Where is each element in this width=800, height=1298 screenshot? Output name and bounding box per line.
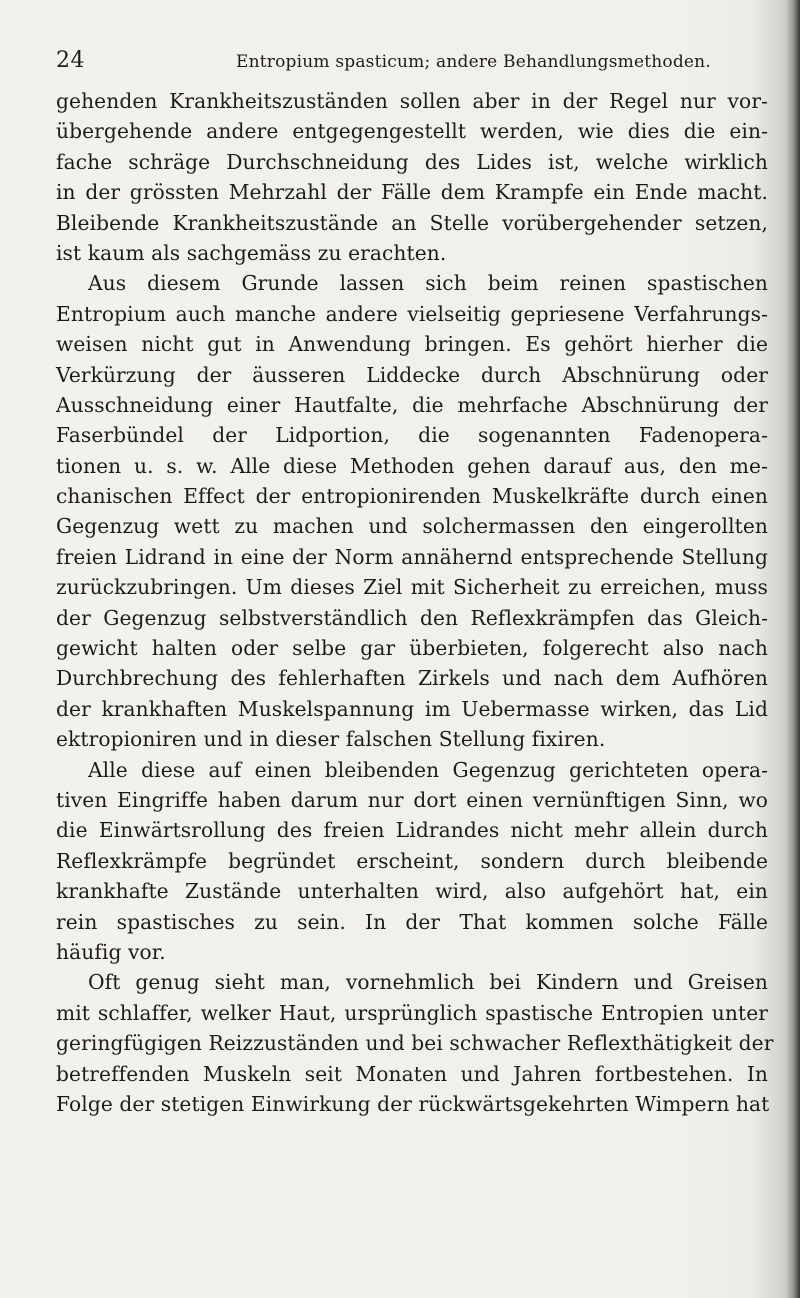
text-line: Ausschneidung einer Hautfalte, die mehrfache Abschnürung der [56, 392, 768, 417]
text-line: chanischen Effect der entropionirenden Muskelkräfte durch einen [56, 484, 768, 509]
text-line: Bleibende Krankheitszustände an Stelle vorübergehender setzen, [56, 210, 768, 235]
text-line: krankhafte Zustände unterhalten wird, also aufgehört hat, ein [56, 879, 768, 904]
page-number: 24 [56, 48, 85, 73]
page-header [0, 48, 800, 78]
body-text [56, 86, 774, 1119]
text-line: der krankhaften Muskelspannung im Uebermasse wirken, das Lid [56, 696, 768, 721]
text-line: Durchbrechung des fehlerhaften Zirkels und nach dem Aufhören [56, 666, 768, 691]
page-edge-shadow [786, 0, 800, 1298]
text-line: geringfügigen Reizzuständen und bei schwacher Reflexthätigkeit der [56, 1031, 774, 1056]
text-line: Verkürzung der äusseren Liddecke durch Abschnürung oder [56, 362, 768, 387]
running-title: Entropium spasticum; andere Behandlungsmethoden. [236, 52, 711, 72]
text-line: gewicht halten oder selbe gar überbieten, folgerecht also nach [56, 636, 768, 661]
text-line: mit schlaffer, welker Haut, ursprünglich spastische Entropien unter [56, 1000, 768, 1025]
text-line: der Gegenzug selbstverständlich den Reflexkrämpfen das Gleich- [56, 605, 768, 630]
text-line: fache schräge Durchschneidung des Lides ist, welche wirklich [56, 149, 768, 174]
text-line: Entropium auch manche andere vielseitig gepriesene Verfahrungs- [56, 301, 768, 326]
text-line: übergehende andere entgegengestellt werden, wie dies die ein- [56, 119, 768, 144]
text-line: betreffenden Muskeln seit Monaten und Jahren fortbestehen. In [56, 1061, 768, 1086]
text-line: ektropioniren und in dieser falschen Stellung fixiren. [56, 727, 606, 752]
paragraph-start-line: Oft genug sieht man, vornehmlich bei Kindern und Greisen [88, 970, 768, 995]
text-line: Gegenzug wett zu machen und solchermassen den eingerollten [56, 514, 768, 539]
text-line: weisen nicht gut in Anwendung bringen. Es gehört hierher die [56, 332, 768, 357]
paragraph-start-line: Alle diese auf einen bleibenden Gegenzug gerichteten opera- [88, 757, 768, 782]
text-line: tiven Eingriffe haben darum nur dort einen vernünftigen Sinn, wo [56, 787, 768, 812]
text-line: in der grössten Mehrzahl der Fälle dem Krampfe ein Ende macht. [56, 180, 768, 205]
text-line: freien Lidrand in eine der Norm annähernd entsprechende Stellung [56, 544, 768, 569]
text-line: häufig vor. [56, 939, 166, 964]
text-line: Folge der stetigen Einwirkung der rückwärtsgekehrten Wimpern hat [56, 1091, 770, 1116]
text-line: tionen u. s. w. Alle diese Methoden gehen darauf aus, den me- [56, 453, 768, 478]
text-line: rein spastisches zu sein. In der That kommen solche Fälle [56, 909, 768, 934]
text-line: gehenden Krankheitszuständen sollen aber in der Regel nur vor- [56, 89, 768, 113]
text-line: Faserbündel der Lidportion, die sogenannten Fadenopera- [56, 423, 768, 448]
text-line: Reflexkrämpfe begründet erscheint, sondern durch bleibende [56, 848, 768, 873]
text-line: zurückzubringen. Um dieses Ziel mit Sicherheit zu erreichen, muss [56, 575, 768, 600]
paragraph-start-line: Aus diesem Grunde lassen sich beim reinen spastischen [88, 271, 768, 296]
text-line: ist kaum als sachgemäss zu erachten. [56, 240, 447, 265]
text-line: die Einwärtsrollung des freien Lidrandes nicht mehr allein durch [56, 818, 768, 843]
